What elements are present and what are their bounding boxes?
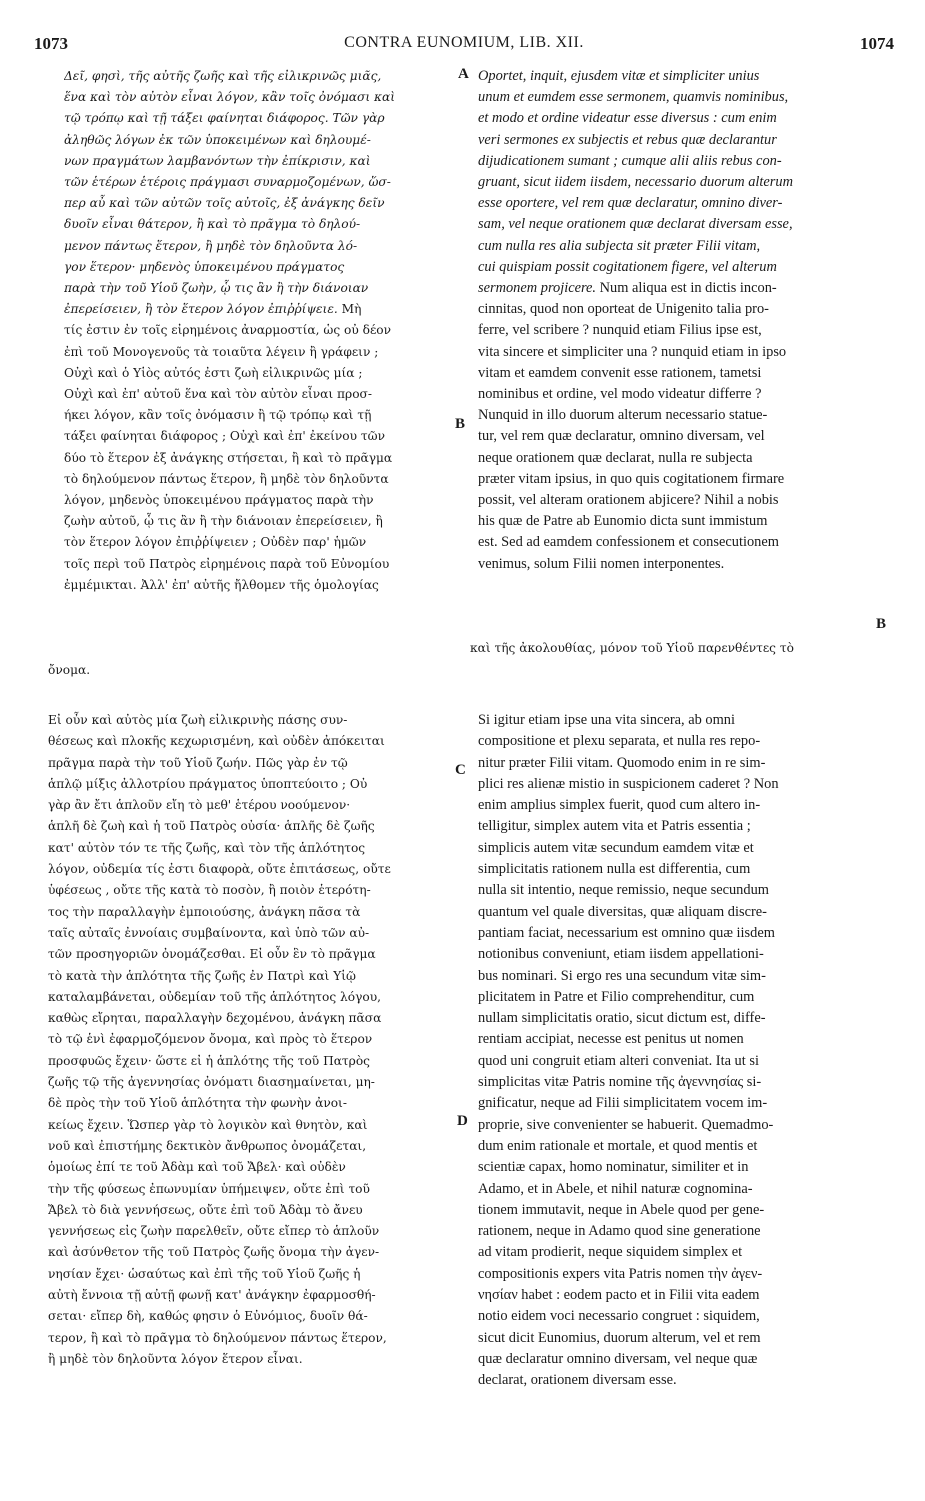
latin-line: ferre, vel scribere ? nunquid etiam Filius ipse est, bbox=[478, 322, 762, 339]
latin-line: quantum vel quale diversitas, quæ aliquam discre- bbox=[478, 903, 767, 920]
greek-line: ἁπλῷ μίξις ἀλλοτρίου πράγματος ὑποπτεύοιτο ; Οὐ bbox=[48, 776, 368, 791]
greek-line: νοῦ καὶ ἐπιστήμης δεκτικὸν ἄνθρωπος ὀνομάζεται, bbox=[48, 1138, 367, 1153]
greek-line bbox=[64, 299, 448, 320]
latin-line: nitur præter Filii vitam. Quomodo enim in re sim- bbox=[478, 754, 766, 771]
greek-line: τίς ἐστιν ἐν τοῖς εἰρημένοις ἀναρμοστία, ὡς οὐ δέον bbox=[64, 323, 392, 338]
latin-text: sermonem projicere. bbox=[478, 280, 597, 297]
greek-line: περ αὖ καὶ τῶν αὐτῶν τοῖς αὐτοῖς, ἐξ ἀνάγκης δεῖν bbox=[64, 196, 385, 211]
latin-line: tionem immutavit, neque in Abele quod per gene- bbox=[478, 1201, 765, 1218]
latin-line: notio eidem voci necessario congruet : siquidem, bbox=[478, 1308, 760, 1325]
greek-line: ζωὴν αὐτοῦ, ᾧ τις ἂν ἢ τὴν διάνοιαν ἐπερείσειεν, ἢ bbox=[64, 514, 383, 529]
latin-line: gruant, sicut iidem iisdem, necessario duorum alterum bbox=[478, 174, 793, 191]
greek-line: γὰρ ἂν ἔτι ἁπλοῦν εἴη τὸ μεθ' ἑτέρου νοούμενον· bbox=[48, 798, 351, 813]
latin-line: notionibus conveniunt, etiam iisdem appellationi- bbox=[478, 946, 764, 963]
latin-line: bus nominari. Si ergo res una secundum vitæ sim- bbox=[478, 967, 766, 984]
latin-line: nulla sit intentio, neque remissio, neque secundum bbox=[478, 882, 769, 899]
latin-line: plici res alienæ mistio in suspicionem caderet ? Non bbox=[478, 775, 779, 792]
latin-line: vitam et eamdem convenit esse rationem, tametsi bbox=[478, 364, 762, 381]
greek-line: αὐτὴ ἔννοια τῇ αὐτῇ φωνῇ κατ' ἀνάγκην ἐφαρμοσθή- bbox=[48, 1288, 376, 1303]
latin-line: sicut dicit Eunomius, duorum alterum, vel et rem bbox=[478, 1329, 761, 1346]
latin-line: rationem, neque in Adamo quod sine generatione bbox=[478, 1223, 761, 1240]
latin-line: rentiam accipiat, necesse est penitus ut nomen bbox=[478, 1031, 744, 1048]
greek-line: πρᾶγμα παρὰ τὴν τοῦ Υἱοῦ ζωήν. Πῶς γὰρ ἐν τῷ bbox=[48, 755, 348, 770]
greek-line: ἐμμέμικται. Ἀλλ' ἐπ' αὐτῆς ἤλθομεν τῆς ὁμολογίας bbox=[64, 577, 379, 592]
latin-line: et modo et ordine videatur esse diversus : cum enim bbox=[478, 110, 777, 127]
greek-line: τος τὴν παραλλαγὴν ἐμποιούσης, ἀνάγκη πᾶσα τὰ bbox=[48, 904, 361, 919]
latin-line: veri sermones ex subjectis et rebus quæ declarantur bbox=[478, 131, 777, 148]
latin-line: nullam simplicitatis oratio, sicut dictum est, diffe- bbox=[478, 1010, 766, 1027]
latin-line: neque orationem quæ declarat, nulla re subjecta bbox=[478, 449, 753, 466]
greek-line: καταλαμβάνεται, οὐδεμίαν τοῦ τῆς ἁπλότητος λόγου, bbox=[48, 989, 382, 1004]
greek-line: νησίαν ἔχει· ὡσαύτως καὶ ἐπὶ τῆς τοῦ Υἱοῦ ζωῆς ἡ bbox=[48, 1266, 361, 1281]
latin-line: dijudicationem sumant ; cumque alii aliis rebus con- bbox=[478, 152, 782, 169]
latin-line bbox=[478, 278, 892, 299]
latin-line: scientiæ capax, homo nominatur, similiter et in bbox=[478, 1159, 749, 1176]
greek-line: Οὐχὶ καὶ ἐπ' αὐτοῦ ἕνα καὶ τὸν αὐτὸν εἶναι προσ- bbox=[64, 387, 372, 402]
latin-line: sam, vel neque orationem quæ declarat diversam esse, bbox=[478, 216, 793, 233]
greek-line: δὲ πρὸς τὴν τοῦ Υἱοῦ ἁπλότητα τὴν φωνὴν ἀνοι- bbox=[48, 1096, 347, 1111]
greek-line: λόγον, οὐδεμία τίς ἐστι διαφορὰ, οὔτε ἐπιτάσεως, οὔτε bbox=[48, 862, 391, 877]
greek-line: Δεῖ, φησὶ, τῆς αὐτῆς ζωῆς καὶ τῆς εἰλικρινῶς μιᾶς, bbox=[64, 69, 382, 83]
latin-line: Nunquid in illo duorum alterum necessario statue- bbox=[478, 407, 768, 424]
greek-spill-line: καὶ τῆς ἀκολουθίας, μόνον τοῦ Υἱοῦ παρενθέντες τὸ bbox=[470, 641, 794, 655]
latin-text: Num aliqua est in dictis incon- bbox=[599, 280, 777, 297]
latin-line: declarat, orationem diversam esse. bbox=[478, 1372, 677, 1389]
greek-line: μενον πάντως ἕτερον, ἢ μηδὲ τὸν δηλοῦντα λό- bbox=[64, 238, 358, 253]
latin-line: dum enim rationale et mortale, et quod mentis et bbox=[478, 1137, 758, 1154]
greek-line: τοῖς περὶ τοῦ Πατρὸς εἰρημένοις παρὰ τοῦ Εὐνομίου bbox=[64, 556, 390, 571]
greek-column-bottom bbox=[48, 710, 450, 1370]
latin-line: tur, vel rem quæ declaratur, omnino diversam, vel bbox=[478, 428, 765, 445]
latin-line: compositionis expers vita Patris nomen τὴν ἀγεν- bbox=[478, 1265, 763, 1282]
latin-line: esse oportere, vel rem quæ declaratur, omnino diver- bbox=[478, 195, 783, 212]
greek-line: γεννήσεως εἰς ζωὴν παρελθεῖν, οὔτε εἴπερ τὸ ἁπλοῦν bbox=[48, 1224, 380, 1239]
latin-line: possit, vel alteram orationem abjicere? Nihil a nobis bbox=[478, 492, 779, 509]
greek-line: ζωῆς τῷ τῆς ἀγεννησίας ὀνόματι διασημαίνεται, μη- bbox=[48, 1075, 375, 1090]
greek-line: ὁμοίως ἐπί τε τοῦ Ἀδὰμ καὶ τοῦ Ἄβελ· καὶ οὐδὲν bbox=[48, 1160, 346, 1175]
latin-line: Adamo, et in Abele, et nihil naturæ cognomina- bbox=[478, 1180, 753, 1197]
greek-line: τερον, ἢ καὶ τὸ πρᾶγμα τὸ δηλούμενον πάντως ἕτερον, bbox=[48, 1330, 387, 1345]
latin-line: unum et eumdem esse sermonem, quamvis nominibus, bbox=[478, 89, 789, 106]
page-number-left: 1073 bbox=[34, 34, 68, 53]
latin-line: quæ declaratur omnino diversam, vel neque quæ bbox=[478, 1350, 758, 1367]
latin-line: Si igitur etiam ipse una vita sincera, ab omni bbox=[478, 712, 735, 728]
greek-line: ἀληθῶς λόγων ἐκ τῶν ὑποκειμένων καὶ δηλουμέ- bbox=[64, 132, 371, 147]
latin-column-top bbox=[478, 66, 892, 575]
greek-line: ήκει λόγον, κἂν τοῖς ὀνόμασιν ἢ τῷ τρόπῳ καὶ τῇ bbox=[64, 408, 372, 423]
running-header bbox=[34, 30, 894, 60]
latin-line: cinnitas, quod non oporteat de Unigenito talia pro- bbox=[478, 301, 769, 318]
greek-line: δυοῖν εἶναι θάτερον, ἢ καὶ τὸ πρᾶγμα τὸ δηλού- bbox=[64, 217, 361, 232]
latin-line: compositione et plexu separata, et nulla res repo- bbox=[478, 733, 761, 750]
latin-line: pantiam faciat, necessarium est omnino quæ iisdem bbox=[478, 924, 775, 941]
greek-line: Οὐχὶ καὶ ὁ Υἱὸς αὐτός ἐστι ζωὴ εἰλικρινῶς μία ; bbox=[64, 365, 363, 380]
greek-line: παρὰ τὴν τοῦ Υἱοῦ ζωὴν, ᾧ τις ἂν ἢ τὴν διάνοιαν bbox=[64, 281, 369, 296]
greek-line: νων πραγμάτων λαμβανόντων τὴν ἐπίκρισιν, καὶ bbox=[64, 153, 371, 168]
greek-line: τὸ κατὰ τὴν ἁπλότητα τῆς ζωῆς ἐν Πατρὶ καὶ Υἱῷ bbox=[48, 968, 356, 983]
latin-line: vita sincere et simpliciter una ? nunquid etiam in ipso bbox=[478, 343, 787, 360]
section-marker-b-right: B bbox=[876, 616, 887, 632]
latin-line: præter vitam ipsius, in quo quis cogitationem firmare bbox=[478, 470, 785, 487]
section-marker-a: A bbox=[458, 66, 469, 82]
greek-line: τὸ δηλούμενον πάντως ἕτερον, ἢ μηδὲ τὸν δηλοῦντα bbox=[64, 471, 389, 486]
greek-line: ἢ μηδὲ τὸν δηλοῦντα λόγον ἕτερον εἶναι. bbox=[48, 1351, 303, 1366]
greek-line: ἁπλῆ δὲ ζωὴ καὶ ἡ τοῦ Πατρὸς οὐσία· ἁπλῆς δὲ ζωῆς bbox=[48, 819, 375, 834]
greek-line: τὴν τῆς φύσεως ἐπωνυμίαν ὑπήμειψεν, οὔτε ἐπὶ τοῦ bbox=[48, 1181, 370, 1196]
greek-line: ἐπὶ τοῦ Μονογενοῦς τὰ τοιαῦτα λέγειν ἢ γράφειν ; bbox=[64, 344, 379, 359]
greek-line: τῷ τρόπῳ καὶ τῇ τάξει φαίνηται διάφορος. Τῶν γὰρ bbox=[64, 111, 385, 126]
greek-last-line: ὄνομα. bbox=[48, 663, 91, 677]
latin-line: gnificatur, neque ad Filii simplicitatem vocem im- bbox=[478, 1095, 768, 1112]
latin-line: cui quispiam possit cogitationem figere, vel alterum bbox=[478, 258, 777, 275]
latin-line: Oportet, inquit, ejusdem vitæ et simpliciter unius bbox=[478, 68, 760, 84]
latin-line: simplicitatis rationem nulla est differentia, cum bbox=[478, 861, 751, 878]
greek-line: τὸν ἕτερον λόγον ἐπιῤῥίψειεν ; Οὐδὲν παρ' ἡμῶν bbox=[64, 535, 367, 550]
greek-line: τάξει φαίνηται διάφορος ; Οὐχὶ καὶ ἐπ' ἐκείνου τῶν bbox=[64, 429, 386, 444]
running-title: CONTRA EUNOMIUM, LIB. XII. bbox=[344, 34, 584, 51]
greek-line: τῶν ἑτέρων ἑτέροις πράγμασι συναρμοζομένων, ὥσ- bbox=[64, 175, 391, 190]
greek-line: γον ἕτερον· μηδενὸς ὑποκειμένου πράγματος bbox=[64, 259, 345, 274]
latin-line: cum nulla res alia subjecta sit præter Filii vitam, bbox=[478, 237, 761, 254]
greek-line: σεται· εἴπερ δὴ, καθώς φησιν ὁ Εὐνόμιος, δυοῖν θά- bbox=[48, 1309, 368, 1324]
section-marker-c: C bbox=[455, 762, 466, 778]
latin-line: simplicitas vitæ Patris nomine τῆς ἀγεννησίας si- bbox=[478, 1074, 762, 1091]
latin-line: his quæ de Patre ab Eunomio dicta sunt immistum bbox=[478, 513, 768, 530]
greek-line: ὑφέσεως , οὔτε τῆς κατὰ τὸ ποσὸν, ἢ ποιὸν ἑτερότη- bbox=[48, 883, 371, 898]
latin-line: ad vitam prodierit, neque siquidem simplex et bbox=[478, 1244, 743, 1261]
greek-line: Ἄβελ τὸ διὰ γεννήσεως, οὔτε ἐπὶ τοῦ Ἀδὰμ τὸ ἄνευ bbox=[48, 1202, 363, 1217]
greek-line: καὶ ἀσύνθετον τῆς τοῦ Πατρὸς ζωῆς ὄνομα τὴν ἀγεν- bbox=[48, 1245, 380, 1260]
greek-line: καθὼς εἴρηται, παραλλαγὴν δεχομένου, ἀνάγκη πᾶσα bbox=[48, 1011, 382, 1026]
greek-line: τῶν προσηγοριῶν ὀνομάζεσθαι. Εἰ οὖν ἓν τὸ πρᾶγμα bbox=[48, 947, 376, 962]
latin-line: proprie, sive convenienter se habuerit. Quemadmo- bbox=[478, 1116, 774, 1133]
latin-line: enim amplius simplex fuerit, quod cum altero in- bbox=[478, 797, 761, 814]
greek-text: ἐπερείσειεν, ἢ τὸν ἕτερον λόγον ἐπιῤῥίψειε. bbox=[64, 302, 338, 317]
latin-line: telligitur, simplex autem vita et Patris essentia ; bbox=[478, 818, 751, 835]
latin-line: quod uni congruit etiam alteri conveniat. Ita ut si bbox=[478, 1052, 759, 1069]
latin-line: venimus, solum Filii nomen interponentes. bbox=[478, 555, 725, 572]
greek-line: Εἰ οὖν καὶ αὐτὸς μία ζωὴ εἰλικρινὴς πάσης συν- bbox=[48, 713, 348, 727]
greek-line: ταῖς αὐταῖς ἐννοίαις συμβαίνοντα, καὶ ὑπὸ τῶν αὐ- bbox=[48, 925, 370, 940]
latin-line: est. Sed ad eamdem confessionem et consecutionem bbox=[478, 534, 779, 551]
latin-line: simplicis autem vitæ secundum eamdem vitæ et bbox=[478, 839, 754, 856]
greek-line: ἕνα καὶ τὸν αὐτὸν εἶναι λόγον, κἂν τοῖς ὀνόμασι καὶ bbox=[64, 90, 396, 105]
greek-line: κατ' αὐτὸν τόν τε τῆς ζωῆς, καὶ τὸν τῆς ἁπλότητος bbox=[48, 840, 366, 855]
page-number-right: 1074 bbox=[860, 34, 894, 53]
latin-line: νησίαν habet : eodem pacto et in Filii vita eadem bbox=[478, 1287, 760, 1304]
latin-column-bottom bbox=[478, 710, 892, 1392]
greek-line: λόγον, μηδενὸς ὑποκειμένου πράγματος παρὰ τὴν bbox=[64, 493, 374, 508]
section-marker-d: D bbox=[457, 1113, 468, 1129]
greek-column-top bbox=[64, 66, 448, 596]
greek-continuation bbox=[48, 637, 893, 681]
greek-text: Μὴ bbox=[341, 302, 362, 317]
greek-line: κείως ἔχειν. Ὥσπερ γὰρ τὸ λογικὸν καὶ θνητὸν, καὶ bbox=[48, 1117, 368, 1132]
greek-line: θέσεως καὶ πλοκῆς κεχωρισμένη, καὶ οὐδὲν ἀπόκειται bbox=[48, 734, 385, 749]
greek-line: τὸ τῷ ἑνὶ ἐφαρμοζόμενον ὄνομα, καὶ πρὸς τὸ ἕτερον bbox=[48, 1032, 373, 1047]
greek-line: δύο τὸ ἕτερον ἐξ ἀνάγκης στήσεται, ἢ καὶ τὸ πρᾶγμα bbox=[64, 450, 393, 465]
greek-line: προσφυῶς ἔχειν· ὥστε εἰ ἡ ἁπλότης τῆς τοῦ Πατρὸς bbox=[48, 1053, 370, 1068]
latin-line: nominibus et ordine, vel modo videatur differre ? bbox=[478, 386, 762, 403]
latin-line: plicitatem in Patre et Filio comprehenditur, cum bbox=[478, 988, 755, 1005]
section-marker-b-left: B bbox=[455, 416, 466, 432]
